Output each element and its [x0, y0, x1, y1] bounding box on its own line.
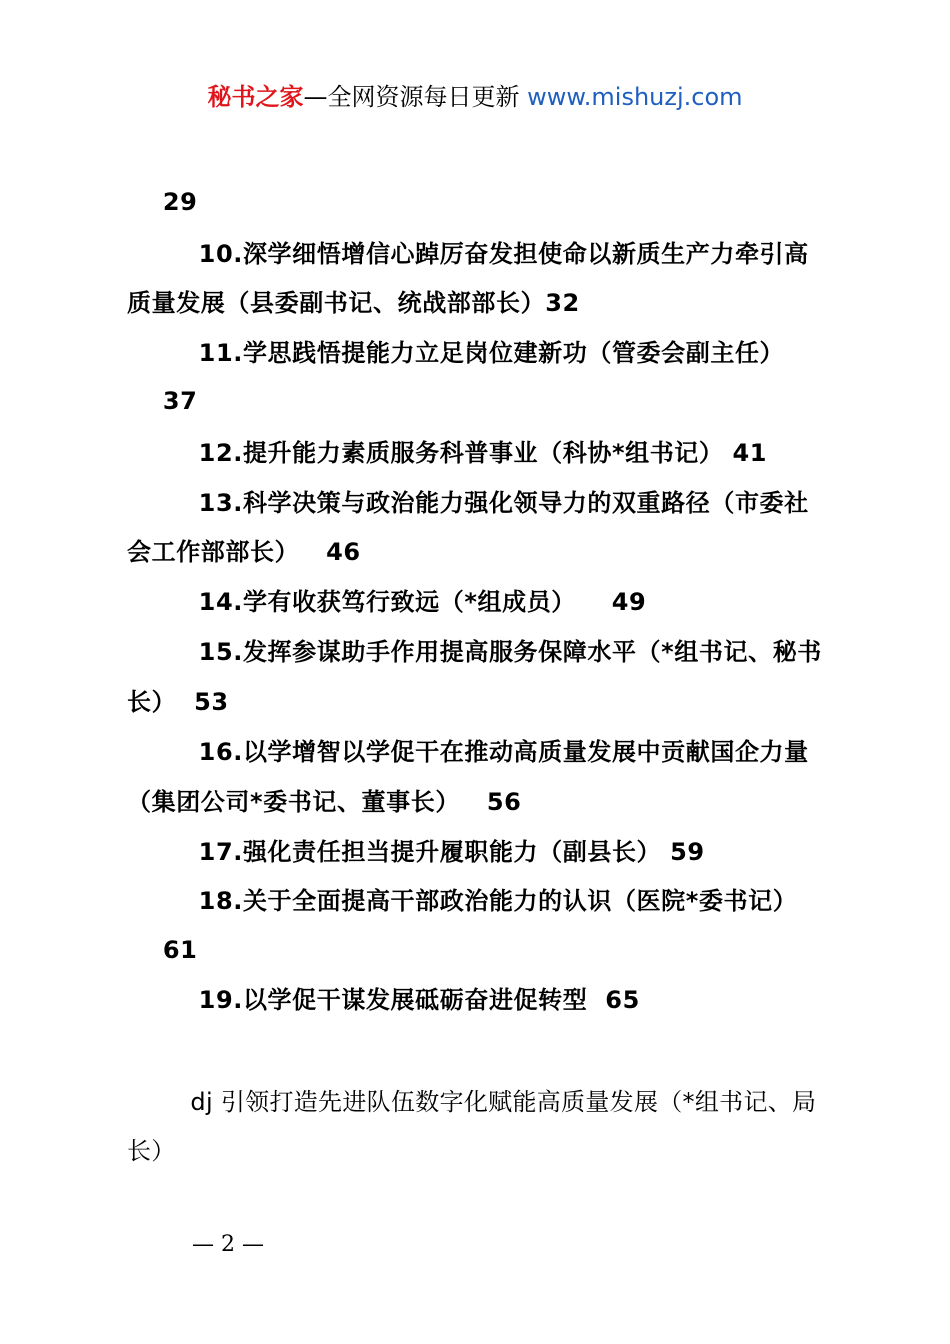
toc-line: 10.深学细悟增信心踔厉奋发担使命以新质生产力牵引高	[127, 240, 809, 268]
toc-line: 29	[127, 188, 198, 216]
toc-line: 37	[127, 387, 198, 415]
toc-line: 19.以学促干谋发展砥砺奋进促转型 65	[127, 986, 640, 1014]
site-url-link[interactable]: www.mishuzj.com	[527, 83, 743, 111]
toc-line: 61	[127, 936, 198, 964]
toc-line: 13.科学决策与政治能力强化领导力的双重路径（市委社	[127, 489, 809, 517]
toc-line: 质量发展（县委副书记、统战部部长）32	[127, 289, 580, 317]
toc-line: 会工作部部长） 46	[127, 538, 361, 566]
toc-line: 16.以学增智以学促干在推动高质量发展中贡献国企力量	[127, 738, 809, 766]
toc-line: 12.提升能力素质服务科普事业（科协*组书记） 41	[127, 439, 768, 467]
toc-line: 长） 53	[127, 688, 229, 716]
toc-line: 14.学有收获笃行致远（*组成员） 49	[127, 588, 647, 616]
toc-line: 18.关于全面提高干部政治能力的认识（医院*委书记）	[127, 887, 798, 915]
body-paragraph-line: dj 引领打造先进队伍数字化赋能高质量发展（*组书记、局	[127, 1088, 817, 1116]
toc-line: 17.强化责任担当提升履职能力（副县长） 59	[127, 838, 705, 866]
toc-line: 15.发挥参谋助手作用提高服务保障水平（*组书记、秘书	[127, 638, 822, 666]
toc-line: 11.学思践悟提能力立足岗位建新功（管委会副主任）	[127, 339, 785, 367]
body-paragraph-line: 长）	[127, 1137, 176, 1165]
page-number: — 2 —	[192, 1232, 264, 1257]
site-header	[0, 80, 950, 114]
toc-line: （集团公司*委书记、董事长） 56	[127, 788, 522, 816]
header-tagline: —全网资源每日更新	[303, 83, 528, 111]
brand-name: 秘书之家	[207, 83, 304, 111]
